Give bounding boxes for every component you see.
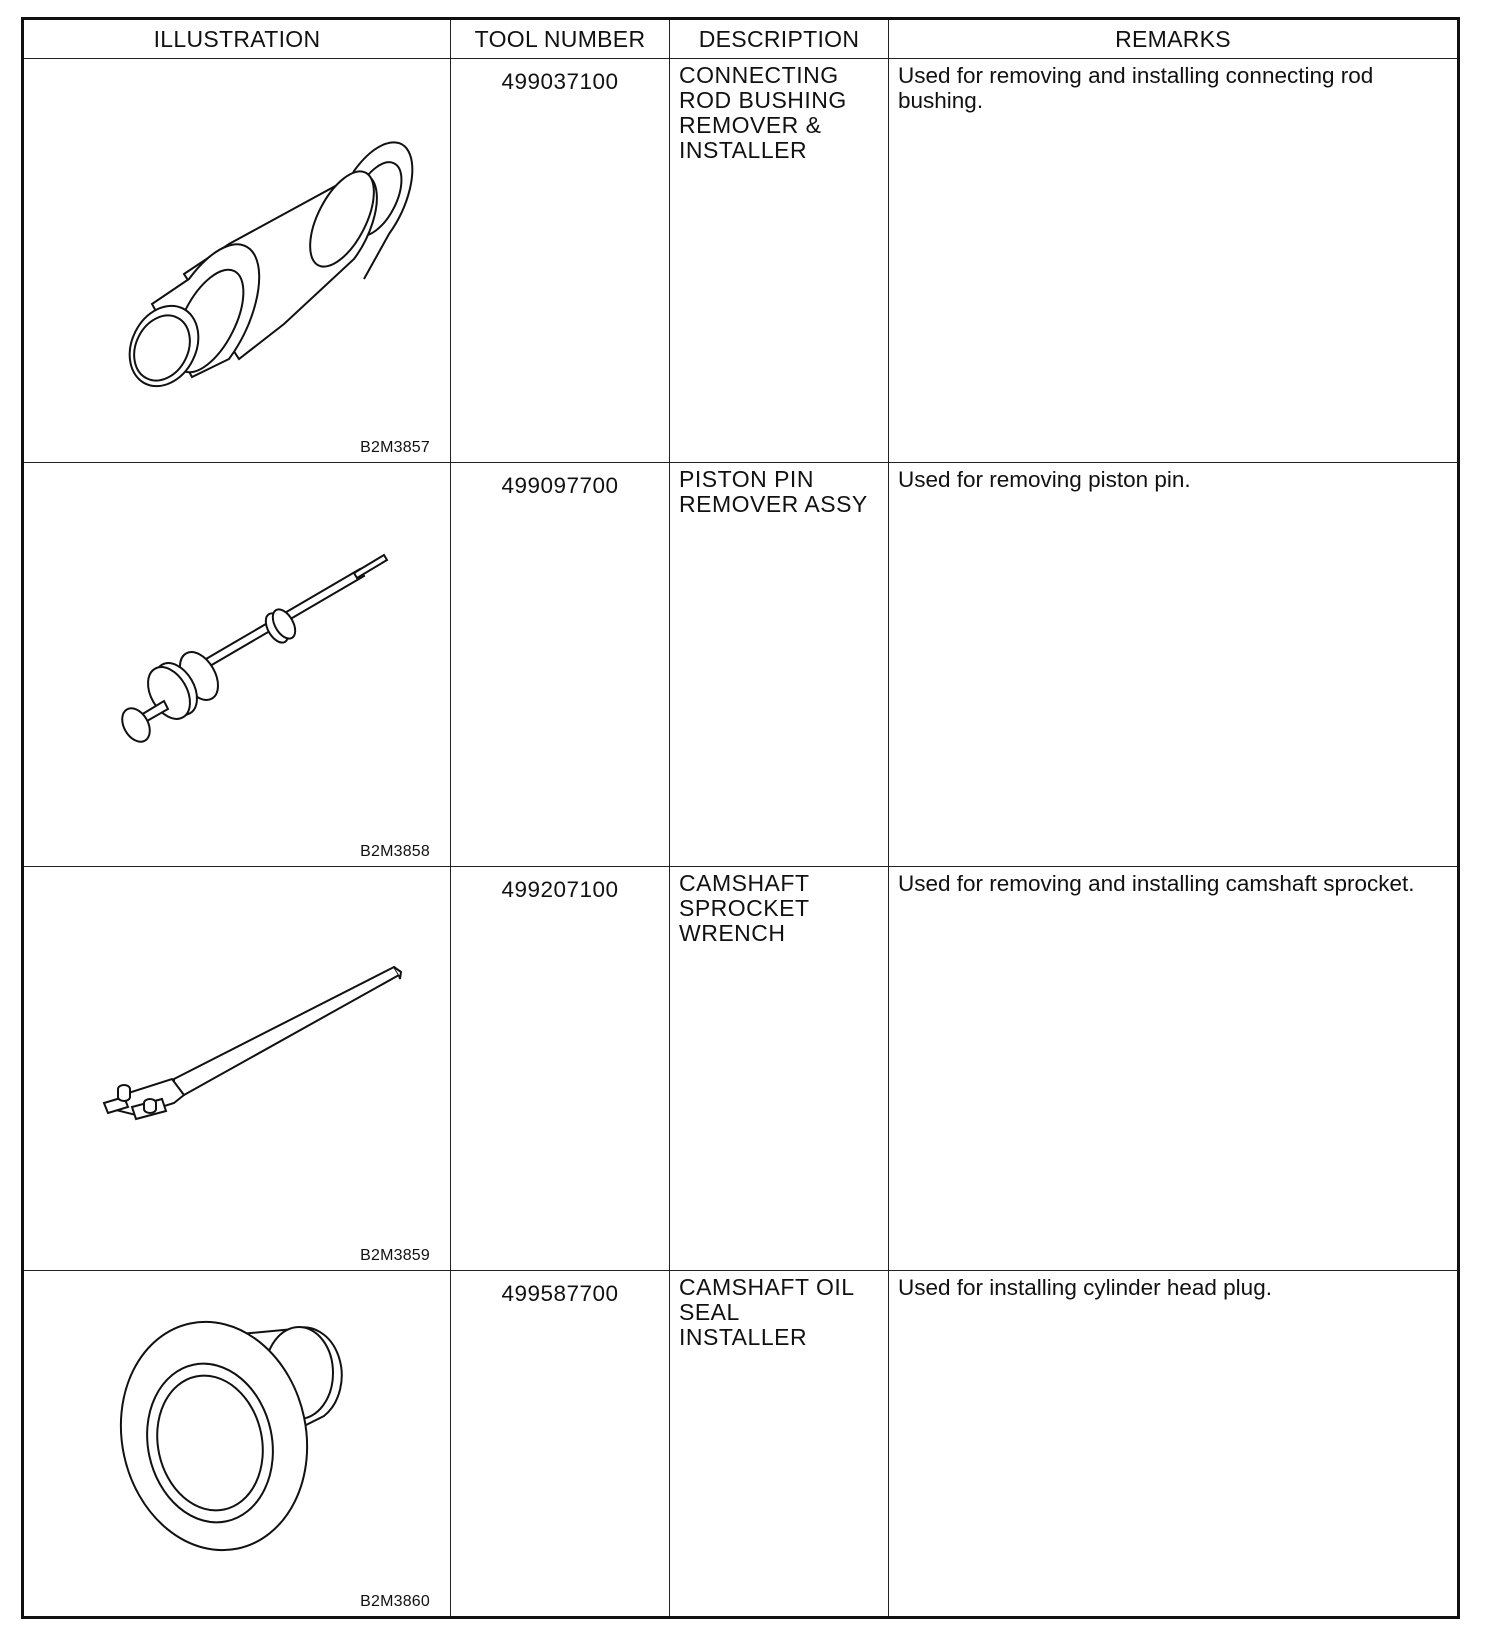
camshaft-sprocket-wrench-icon <box>24 867 452 1260</box>
tool-remarks: Used for removing and installing camshaft sprocket. <box>889 867 1459 1271</box>
tool-remarks: Used for removing piston pin. <box>889 463 1459 867</box>
tool-number: 499207100 <box>451 867 670 1271</box>
illustration-cell <box>23 867 451 1271</box>
tool-remarks: Used for installing cylinder head plug. <box>889 1271 1459 1618</box>
piston-pin-remover-icon <box>24 463 452 856</box>
tool-description-text: CAMSHAFT SPROCKET WRENCH <box>679 870 810 946</box>
table-row <box>23 59 1459 463</box>
header-illustration: ILLUSTRATION <box>23 19 451 59</box>
tool-description-text: CONNECTING ROD BUSHING REMOVER & INSTALLER <box>679 62 847 163</box>
tool-description <box>670 59 889 463</box>
tool-description-text: PISTON PIN REMOVER ASSY <box>679 466 868 517</box>
table-row <box>23 463 1459 867</box>
illustration-cell <box>23 1271 451 1618</box>
tool-description <box>670 463 889 867</box>
header-row <box>23 19 1459 59</box>
figure-code: B2M3858 <box>360 843 430 860</box>
table-row <box>23 867 1459 1271</box>
figure-code: B2M3859 <box>360 1247 430 1264</box>
special-tools-table <box>21 17 1460 1619</box>
illustration-cell <box>23 59 451 463</box>
table-row <box>23 1271 1459 1618</box>
tool-remarks: Used for removing and installing connecting rod bushing. <box>889 59 1459 463</box>
illustration-cell <box>23 463 451 867</box>
camshaft-oil-seal-installer-icon <box>24 1271 452 1606</box>
tool-number: 499587700 <box>451 1271 670 1618</box>
tool-description <box>670 867 889 1271</box>
connecting-rod-bushing-remover-icon <box>24 59 452 452</box>
figure-code: B2M3857 <box>360 439 430 456</box>
header-description: DESCRIPTION <box>670 19 889 59</box>
tool-description <box>670 1271 889 1618</box>
header-remarks: REMARKS <box>889 19 1459 59</box>
header-tool-number: TOOL NUMBER <box>451 19 670 59</box>
tool-number: 499037100 <box>451 59 670 463</box>
tool-number: 499097700 <box>451 463 670 867</box>
figure-code: B2M3860 <box>360 1593 430 1610</box>
tool-description-text: CAMSHAFT OIL SEAL INSTALLER <box>679 1274 855 1350</box>
